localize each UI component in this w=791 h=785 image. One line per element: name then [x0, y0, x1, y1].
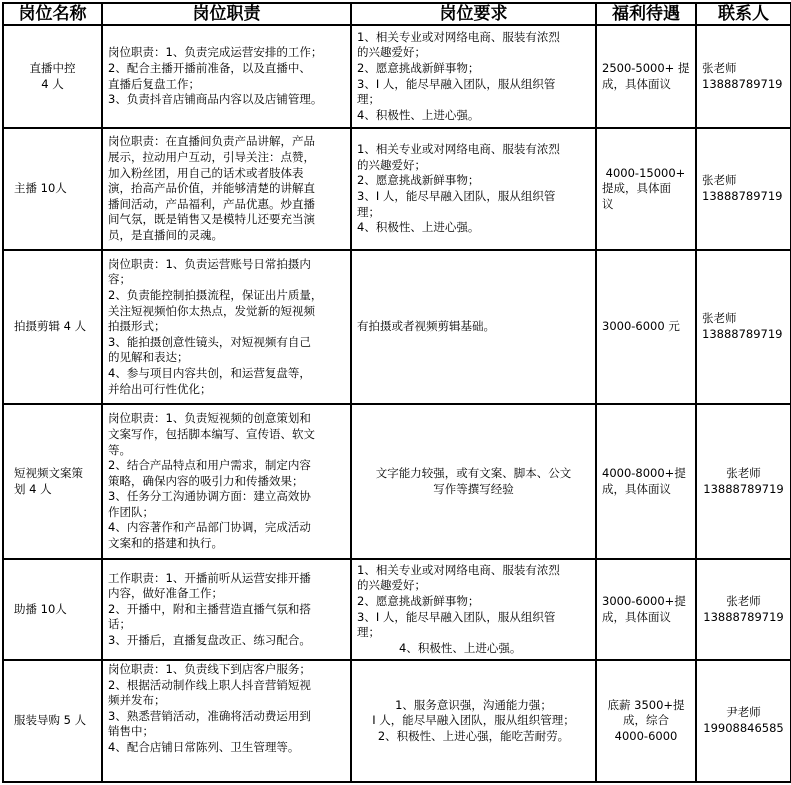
duty-line: 4、参与项目内容共创，和运营复盘等，: [108, 365, 311, 380]
duty-line: 工作职责：1、开播前听从运营安排开播: [108, 570, 311, 585]
job-listing-table: [2, 2, 791, 783]
requirements-cell: [351, 660, 596, 782]
header-contact: 联系人: [696, 3, 791, 25]
duty-line: 2、配合主播开播前准备，以及直播中、: [108, 60, 311, 75]
duty-line: 的见解和表达；: [108, 350, 189, 365]
duties-cell: [102, 559, 351, 660]
position-name-cell: [3, 25, 102, 128]
position-name: 主播 10人: [14, 181, 67, 196]
requirement-line: 3、I 人，能尽早融入团队，服从组织管: [357, 76, 556, 91]
requirements-cell: [351, 250, 596, 404]
duty-line: 并给出可行性优化；: [108, 381, 212, 396]
duty-line: 3、开播后，直播复盘改正、练习配合。: [108, 632, 311, 647]
headcount: 划 4 人: [14, 481, 52, 496]
duty-line: 4、配合店铺日常陈列、卫生管理等。: [108, 739, 300, 754]
contact-name: 张老师: [726, 465, 761, 480]
contact-cell: [696, 250, 791, 404]
requirement-line: 2、积极性、上进心强，能吃苦耐劳。: [377, 728, 570, 743]
requirement-line: 2、愿意挑战新鲜事物；: [357, 173, 480, 188]
requirement-line: 理；: [357, 92, 380, 107]
salary-line: 4000-6000: [614, 728, 678, 743]
duty-line: 岗位职责：1、负责短视频的创意策划和: [108, 411, 311, 426]
requirement-line: 的兴趣爱好；: [357, 578, 426, 593]
contact-cell: [696, 660, 791, 782]
salary-cell: [596, 660, 696, 782]
requirement-line: 1、服务意识强，沟通能力强；: [395, 697, 552, 712]
contact-cell: [696, 404, 791, 559]
salary-cell: [596, 25, 696, 128]
salary-cell: [596, 128, 696, 250]
header-duties: 岗位职责: [102, 3, 351, 25]
duty-line: 岗位职责：1、负责线下到店客户服务；: [108, 662, 311, 676]
duty-line: 3、熟悉营销活动，准确将活动费运用到: [108, 708, 311, 723]
duty-line: 3、负责抖音店铺商品内容以及店铺管理。: [108, 92, 323, 107]
table-row: [3, 25, 791, 128]
duties-cell: [102, 25, 351, 128]
requirement-line: 2、愿意挑战新鲜事物；: [357, 593, 480, 608]
contact-name: 张老师: [726, 593, 761, 608]
duties-cell: [102, 660, 351, 782]
salary-cell: [596, 250, 696, 404]
salary-line: 成，具体面议: [602, 76, 671, 91]
table-row: [3, 128, 791, 250]
requirement-line: 的兴趣爱好；: [357, 157, 426, 172]
duties-cell: [102, 128, 351, 250]
salary-line: 成，综合: [623, 713, 669, 728]
duty-line: 话；: [108, 617, 131, 632]
salary-line: 4000-8000+提: [602, 465, 686, 480]
duty-line: 策略，确保内容的吸引力和传播效果；: [108, 473, 304, 488]
contact-phone[interactable]: 13888789719: [702, 76, 783, 91]
salary-line: 底薪 3500+提: [607, 697, 685, 712]
requirement-line: I 人，能尽早融入团队，服从组织管理；: [372, 713, 575, 728]
duty-line: 2、开播中，附和主播营造直播气氛和搭: [108, 601, 311, 616]
duties-cell: [102, 250, 351, 404]
salary-line: 议: [602, 196, 614, 211]
requirements-cell: [351, 404, 596, 559]
salary-line: 成，具体面议: [602, 481, 671, 496]
requirement-line: 理；: [357, 625, 380, 640]
table-row: [3, 250, 791, 404]
requirement-line: 理；: [357, 204, 380, 219]
header-salary: 福利待遇: [596, 3, 696, 25]
duty-line: 2、结合产品特点和用户需求，制定内容: [108, 458, 311, 473]
contact-cell: [696, 559, 791, 660]
duty-line: 关注短视频怕你太热点，发觉新的短视频: [108, 303, 315, 318]
duty-line: 播间活动，产品福利，产品优惠。炒直播: [108, 196, 315, 211]
requirement-line: 文字能力较强，或有文案、脚本、公文: [375, 465, 572, 480]
salary-line: 2500-5000+ 提: [602, 60, 690, 75]
duty-line: 频并发布；: [108, 693, 166, 708]
position-name-cell: [3, 660, 102, 782]
table-row: [3, 559, 791, 660]
duty-line: 3、任务分工沟通协调方面：建立高效协: [108, 489, 311, 504]
contact-phone[interactable]: 13888789719: [703, 609, 784, 624]
requirements-cell: [351, 559, 596, 660]
contact-phone[interactable]: 13888789719: [703, 481, 784, 496]
position-name-cell: [3, 404, 102, 559]
requirement-line: 4、积极性、上进心强。: [357, 107, 480, 122]
headcount: 4 人: [41, 76, 64, 91]
contact-phone[interactable]: 13888789719: [702, 327, 783, 341]
requirement-line: 的兴趣爱好；: [357, 45, 426, 60]
duty-line: 拍摄形式；: [108, 319, 166, 334]
position-name: 短视频文案策: [14, 465, 83, 480]
contact-phone[interactable]: 13888789719: [702, 189, 783, 203]
salary-line: 提成，具体面: [602, 181, 671, 196]
salary-line: 3000-6000+提: [602, 593, 686, 608]
salary-cell: [596, 404, 696, 559]
position-name-cell: [3, 250, 102, 404]
contact-name: 张老师: [702, 173, 737, 188]
duty-line: 间气氛，既是销售又是模特儿还要充当演: [108, 212, 315, 227]
requirement-line: 1、相关专业或对网络电商、服装有浓烈: [357, 142, 560, 157]
duty-line: 岗位职责：在直播间负责产品讲解，产品: [108, 134, 315, 149]
position-name-cell: [3, 559, 102, 660]
salary-line: 成，具体面议: [602, 609, 671, 624]
requirement-line: 有拍摄或者视频剪辑基础。: [357, 319, 495, 334]
duty-line: 岗位职责：1、负责完成运营安排的工作；: [108, 45, 323, 60]
position-name: 服装导购 5 人: [14, 713, 87, 728]
requirements-cell: [351, 25, 596, 128]
header-position-name: 岗位名称: [3, 3, 102, 25]
duty-line: 加入粉丝团，用自己的话术或者肢体表: [108, 165, 304, 180]
contact-name: 张老师: [702, 60, 737, 75]
duty-line: 2、负责能控制拍摄流程，保证出片质量，: [108, 288, 323, 303]
salary-cell: [596, 559, 696, 660]
requirements-cell: [351, 128, 596, 250]
position-name-cell: [3, 128, 102, 250]
duty-line: 岗位职责：1、负责运营账号日常拍摄内: [108, 256, 311, 271]
duty-line: 3、能拍摄创意性镜头，对短视频有自己: [108, 334, 311, 349]
duty-line: 作团队；: [108, 504, 154, 519]
duty-line: 员，是直播间的灵魂。: [108, 227, 223, 242]
requirement-line: 3、I 人，能尽早融入团队，服从组织管: [357, 609, 556, 624]
header-requirements: 岗位要求: [351, 3, 596, 25]
duty-line: 4、内容著作和产品部门协调，完成活动: [108, 520, 311, 535]
contact-cell: [696, 128, 791, 250]
salary-line: 4000-15000+: [602, 165, 686, 180]
duty-line: 演，抬高产品价值，并能够清楚的讲解直: [108, 181, 315, 196]
requirement-line: 1、相关专业或对网络电商、服装有浓烈: [357, 562, 560, 577]
duty-line: 2、根据活动制作线上职人抖音营销短视: [108, 677, 311, 692]
duty-line: 内容，做好准备工作；: [108, 586, 223, 601]
duty-line: 展示，拉动用户互动，引导关注：点赞，: [108, 150, 315, 165]
requirement-line: 写作等撰写经验: [433, 481, 514, 496]
duty-line: 容；: [108, 272, 131, 287]
header-row: [3, 3, 791, 25]
requirement-line: 4、积极性、上进心强。: [357, 220, 480, 235]
contact-name: 张老师: [702, 311, 737, 326]
table-row: [3, 404, 791, 559]
position-name: 直播中控: [29, 60, 76, 75]
requirement-line: 3、I 人，能尽早融入团队，服从组织管: [357, 189, 556, 203]
duty-line: 文案写作，包括脚本编写、宣传语、软文: [108, 426, 315, 441]
duty-line: 文案和的搭建和执行。: [108, 536, 223, 551]
contact-cell: [696, 25, 791, 128]
contact-name: 尹老师: [726, 705, 761, 720]
duties-cell: [102, 404, 351, 559]
requirement-line: 4、积极性、上进心强。: [399, 640, 522, 655]
duty-line: 等。: [108, 442, 131, 457]
contact-phone[interactable]: 19908846585: [703, 721, 784, 735]
salary-line: 3000-6000 元: [602, 319, 680, 334]
duty-line: 直播后复盘工作；: [108, 76, 200, 91]
requirement-line: 1、相关专业或对网络电商、服装有浓烈: [357, 29, 560, 44]
requirement-line: 2、愿意挑战新鲜事物；: [357, 60, 480, 75]
position-name: 拍摄剪辑 4 人: [14, 319, 87, 334]
duty-line: 销售中；: [108, 724, 154, 739]
table-row: [3, 660, 791, 782]
position-name: 助播 10人: [14, 601, 67, 616]
